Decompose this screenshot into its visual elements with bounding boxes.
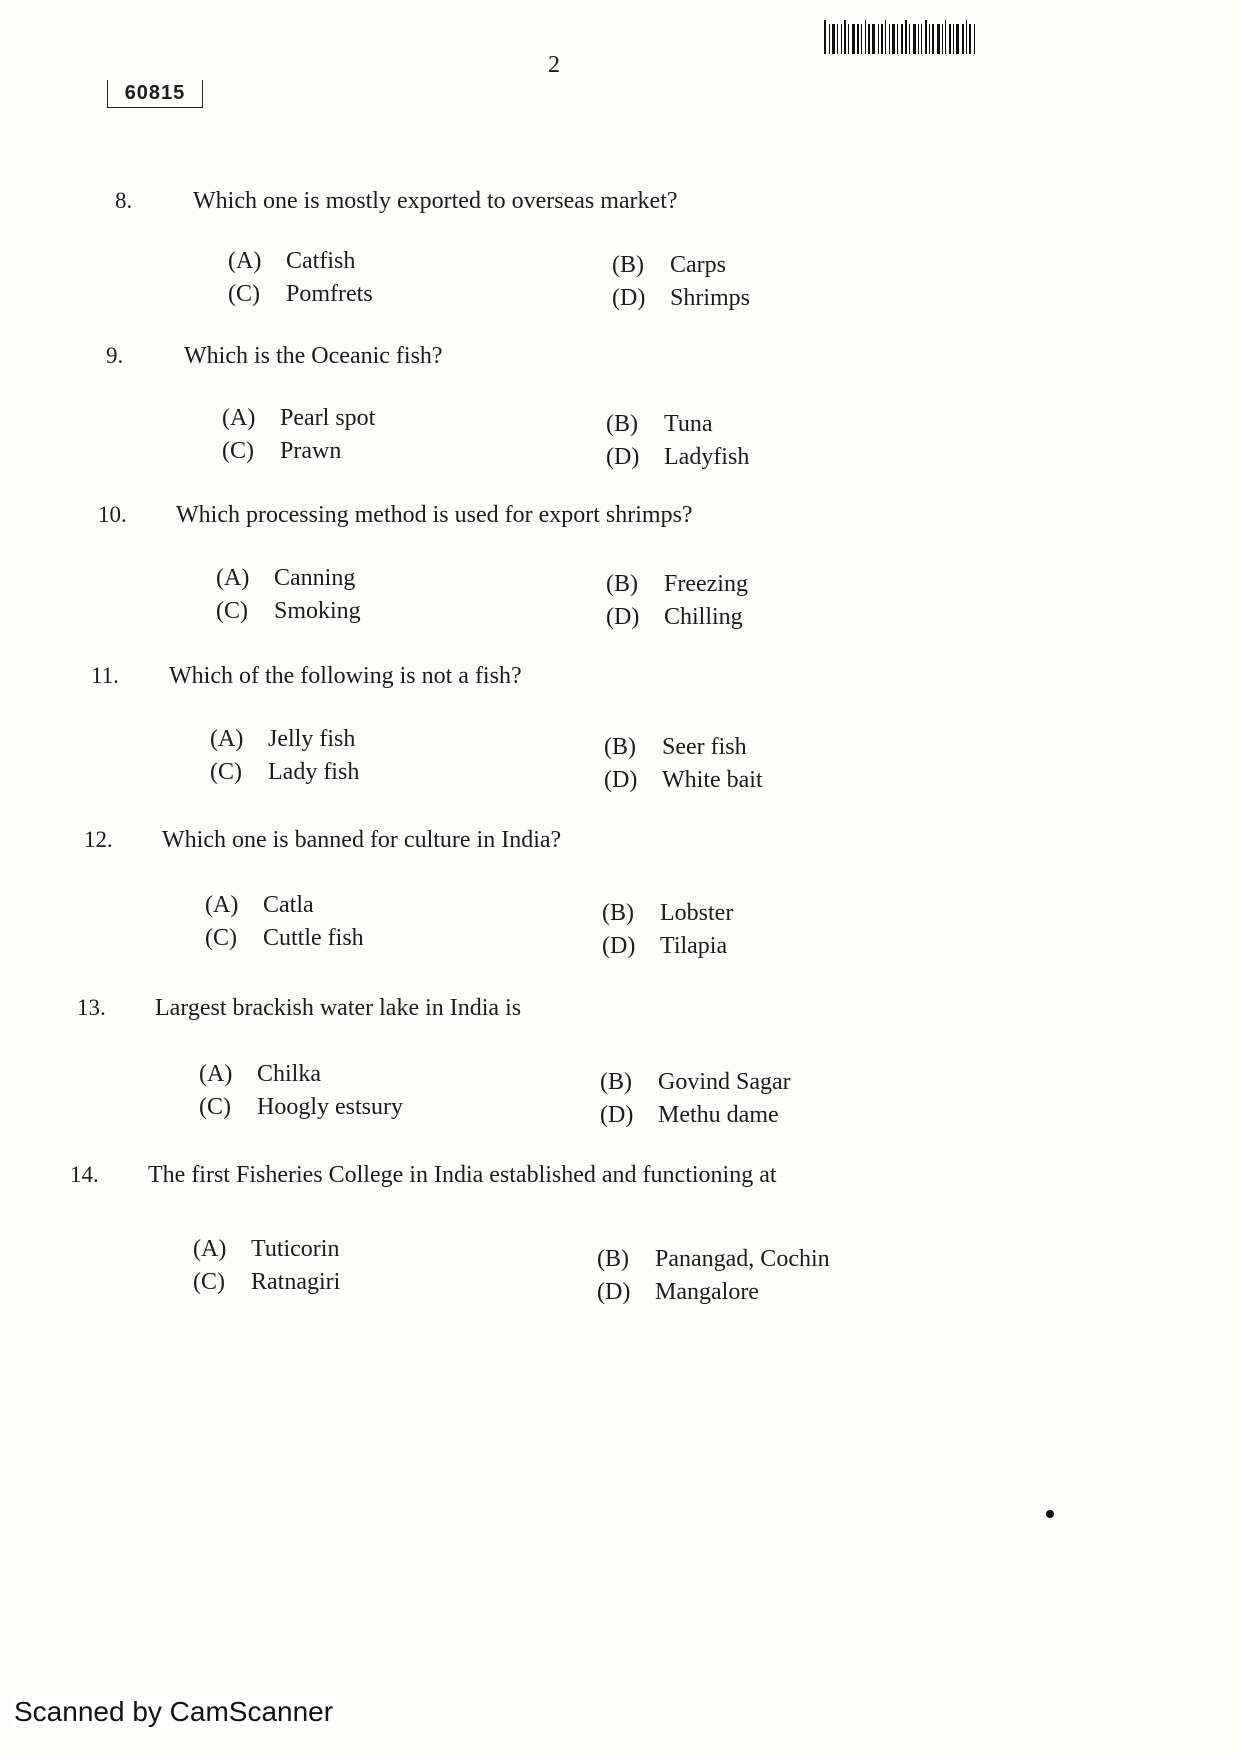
question-text: Which processing method is used for export shrimps? — [176, 502, 693, 528]
question-number: 8. — [115, 188, 133, 213]
option-label: (B) — [602, 900, 634, 926]
question-number: 12. — [84, 827, 113, 852]
option-label: (D) — [606, 604, 640, 630]
option-label: (B) — [612, 252, 644, 278]
option-a — [193, 1236, 339, 1263]
option-text: Catfish — [286, 248, 356, 274]
page-number: 2 — [548, 52, 560, 78]
option-a — [228, 248, 355, 275]
option-text: Freezing — [664, 571, 748, 597]
option-text: White bait — [662, 767, 763, 793]
option-c — [205, 925, 364, 952]
option-label: (B) — [600, 1069, 632, 1095]
option-label: (D) — [597, 1279, 631, 1305]
option-text: Lady fish — [268, 759, 360, 785]
option-d — [597, 1279, 759, 1306]
question-text: Which of the following is not a fish? — [169, 663, 522, 689]
option-c — [199, 1094, 403, 1121]
scanner-watermark: Scanned by CamScanner — [10, 1696, 337, 1728]
question-text: Which one is banned for culture in India? — [162, 827, 562, 853]
option-text: Ladyfish — [664, 444, 750, 470]
option-a — [216, 565, 355, 592]
question-text: The first Fisheries College in India established and functioning at — [148, 1162, 777, 1188]
option-text: Methu dame — [658, 1102, 779, 1128]
option-label: (B) — [604, 734, 636, 760]
option-label: (C) — [193, 1269, 225, 1295]
option-label: (C) — [210, 759, 242, 785]
option-b — [600, 1069, 791, 1096]
option-label: (C) — [228, 281, 260, 307]
option-label: (D) — [606, 444, 640, 470]
option-c — [222, 438, 341, 465]
option-text: Lobster — [660, 900, 734, 926]
option-text: Seer fish — [662, 734, 747, 760]
option-b — [602, 900, 733, 927]
option-label: (A) — [205, 892, 239, 918]
option-a — [205, 892, 314, 919]
question-text: Largest brackish water lake in India is — [155, 995, 522, 1021]
question-number: 9. — [106, 343, 124, 368]
option-text: Cuttle fish — [263, 925, 364, 951]
option-d — [606, 444, 749, 471]
option-a — [210, 726, 355, 753]
option-text: Jelly fish — [268, 726, 356, 752]
option-d — [600, 1102, 779, 1129]
option-text: Canning — [274, 565, 356, 591]
question-number: 10. — [98, 502, 127, 527]
option-c — [216, 598, 361, 625]
option-label: (A) — [199, 1061, 233, 1087]
option-label: (C) — [222, 438, 254, 464]
option-text: Hoogly estsury — [257, 1094, 403, 1120]
option-c — [210, 759, 359, 786]
option-a — [222, 405, 375, 432]
option-label: (C) — [205, 925, 237, 951]
option-text: Tilapia — [660, 933, 728, 959]
question-number: 14. — [70, 1162, 99, 1187]
option-label: (D) — [602, 933, 636, 959]
option-label: (A) — [216, 565, 250, 591]
option-label: (C) — [216, 598, 248, 624]
option-text: Tuticorin — [251, 1236, 340, 1262]
option-label: (B) — [597, 1246, 629, 1272]
option-b — [606, 571, 748, 598]
option-text: Catla — [263, 892, 314, 918]
option-d — [602, 933, 727, 960]
option-text: Ratnagiri — [251, 1269, 341, 1295]
option-label: (A) — [193, 1236, 227, 1262]
option-text: Chilka — [257, 1061, 321, 1087]
option-text: Tuna — [664, 411, 713, 437]
paper-code-box: 60815 — [107, 80, 203, 108]
option-text: Shrimps — [670, 285, 751, 311]
option-text: Pearl spot — [280, 405, 376, 431]
option-label: (A) — [228, 248, 262, 274]
option-label: (D) — [612, 285, 646, 311]
option-c — [193, 1269, 340, 1296]
option-b — [612, 252, 726, 279]
option-text: Smoking — [274, 598, 361, 624]
option-text: Carps — [670, 252, 726, 278]
option-text: Prawn — [280, 438, 342, 464]
option-d — [612, 285, 750, 312]
option-b — [604, 734, 747, 761]
option-label: (C) — [199, 1094, 231, 1120]
speck-mark — [1046, 1510, 1054, 1518]
question-number: 11. — [91, 663, 119, 688]
option-a — [199, 1061, 321, 1088]
question-text: Which is the Oceanic fish? — [184, 343, 443, 369]
option-text: Pomfrets — [286, 281, 373, 307]
option-label: (A) — [210, 726, 244, 752]
option-text: Chilling — [664, 604, 743, 630]
option-label: (D) — [600, 1102, 634, 1128]
option-text: Mangalore — [655, 1279, 759, 1305]
option-text: Govind Sagar — [658, 1069, 791, 1095]
option-d — [606, 604, 743, 631]
option-b — [606, 411, 712, 438]
option-label: (B) — [606, 411, 638, 437]
option-label: (A) — [222, 405, 256, 431]
question-text: Which one is mostly exported to overseas market? — [193, 188, 678, 214]
option-label: (D) — [604, 767, 638, 793]
option-c — [228, 281, 373, 308]
option-label: (B) — [606, 571, 638, 597]
option-text: Panangad, Cochin — [655, 1246, 830, 1272]
option-b — [597, 1246, 830, 1273]
option-d — [604, 767, 763, 794]
question-number: 13. — [77, 995, 106, 1020]
